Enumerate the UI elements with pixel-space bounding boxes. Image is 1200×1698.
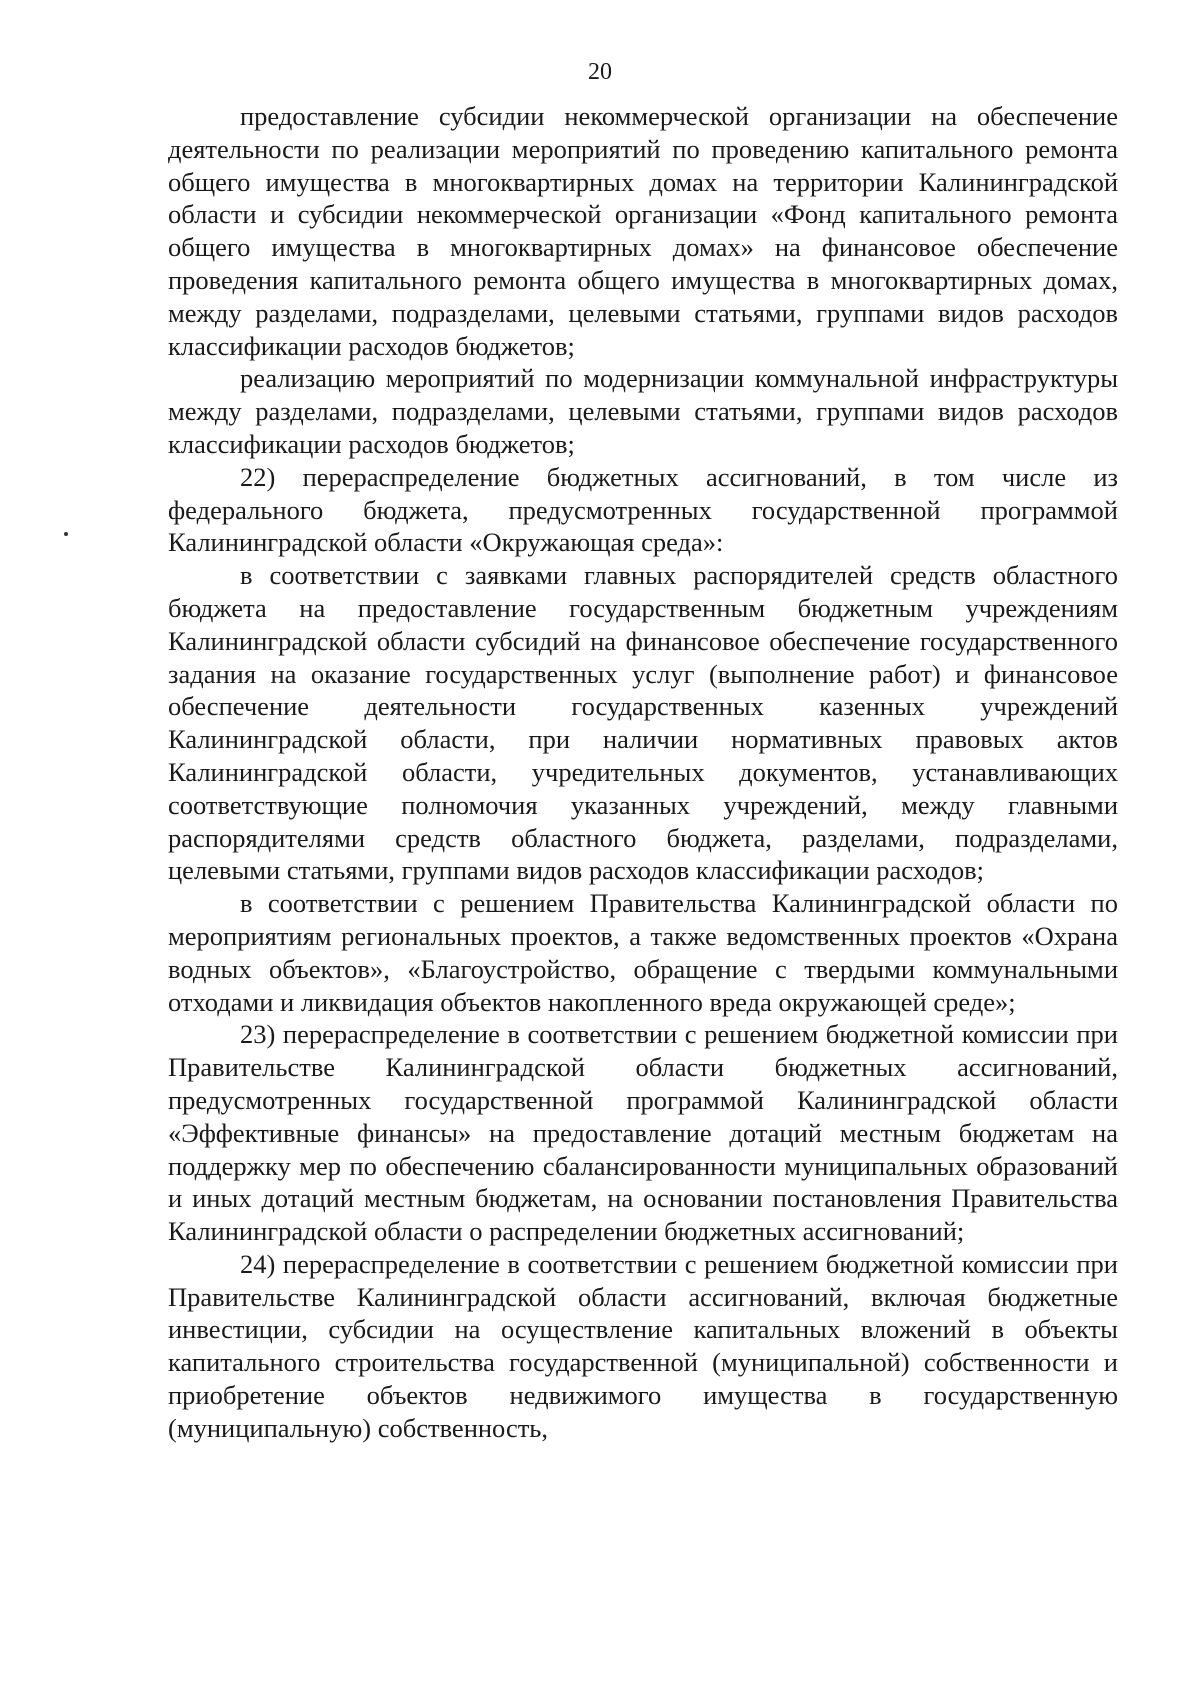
scan-speck xyxy=(64,532,68,536)
paragraph-communal-infrastructure: реализацию мероприятий по модернизации коммунальной инфраструктуры между разделами, подразделами, целевыми статьями, группами видов расходов классификации расходов бюджетов; xyxy=(168,363,1118,459)
paragraph-item-23: 23) перераспределение в соответствии с решением бюджетной комиссии при Правительстве Калининградской области бюджетных ассигнований, предусмотренных государственной программой Калининградской области «Эффективные финансы» на предоставление дотаций местным бюджетам на поддержку мер по обеспечению сбалансированности муниципальных образований и иных дотаций местным бюджетам, на основании постановления Правительства Калининградской области о распределении бюджетных ассигнований; xyxy=(168,1019,1118,1247)
page-number: 20 xyxy=(588,59,612,85)
paragraph-regional-projects: в соответствии с решением Правительства Калининградской области по мероприятиям региональных проектов, а также ведомственных проектов «Охрана водных объектов», «Благоустройство, обращение с твердыми коммунальными отходами и ликвидация объектов накопленного вреда окружающей среде»; xyxy=(168,888,1118,1017)
paragraph-item-22: 22) перераспределение бюджетных ассигнований, в том числе из федерального бюджета, предусмотренных государственной программой Калининградской области «Окружающая среда»: xyxy=(168,461,1118,558)
paragraph-item-24: 24) перераспределение в соответствии с решением бюджетной комиссии при Правительстве Калининградской области ассигнований, включая бюджетные инвестиции, субсидии на осуществление капитальных вложений в объекты капитального строительства государственной (муниципальной) собственности и приобретение объектов недвижимого имущества в государственную (муниципальную) собственность, xyxy=(168,1248,1118,1443)
paragraph-capital-repair-subsidy: предоставление субсидии некоммерческой организации на обеспечение деятельности по реализации мероприятий по проведению капитального ремонта общего имущества в многоквартирных домах на территории Калининградской области и субсидии некоммерческой организации «Фонд капитального ремонта общего имущества в многоквартирных домах» на финансовое обеспечение проведения капитального ремонта общего имущества в многоквартирных домах, между разделами, подразделами, целевыми статьями, группами видов расходов классификации расходов бюджетов; xyxy=(168,101,1118,361)
document-body xyxy=(168,100,1118,1445)
paragraph-budget-institutions: в соответствии с заявками главных распорядителей средств областного бюджета на предоставление государственным бюджетным учреждениям Калининградской области субсидий на финансовое обеспечение государственного задания на оказание государственных услуг (выполнение работ) и финансовое обеспечение деятельности государственных казенных учреждений Калининградской области, при наличии нормативных правовых актов Калининградской области, учредительных документов, устанавливающих соответствующие полномочия указанных учреждений, между главными распорядителями средств областного бюджета, разделами, подразделами, целевыми статьями, группами видов расходов классификации расходов; xyxy=(168,560,1118,886)
